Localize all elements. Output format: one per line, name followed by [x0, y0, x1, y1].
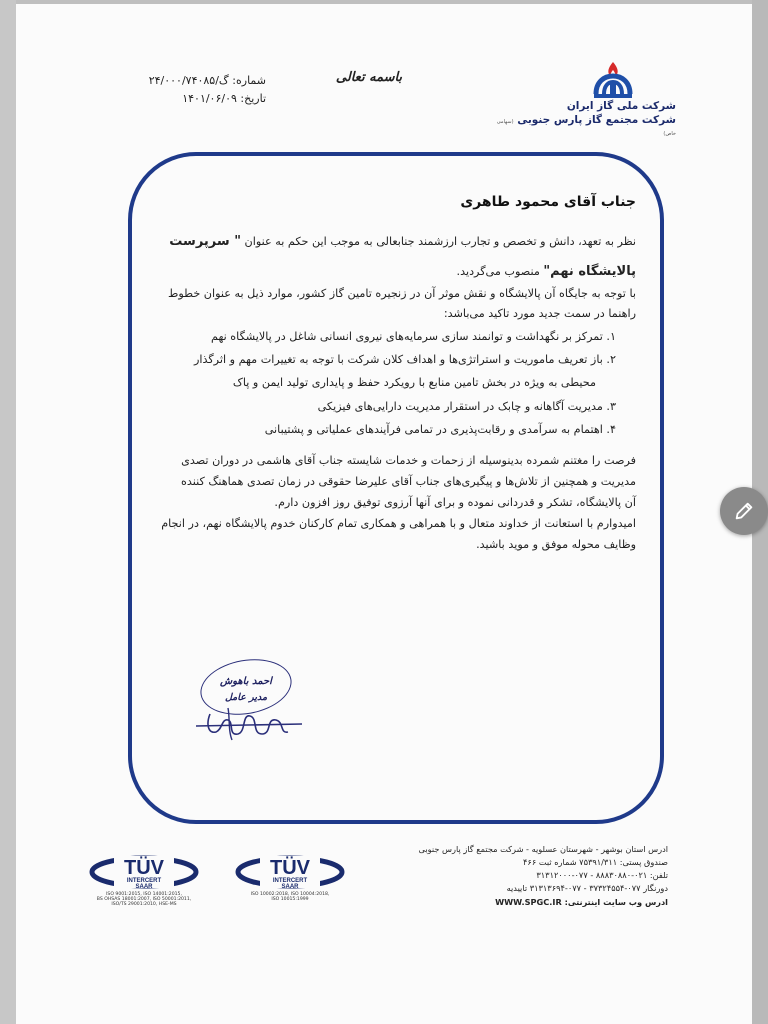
- closing-line: فرصت را مغتنم شمرده بدینوسیله از زحمات و خدمات شایسته جناب آقای هاشمی در دوران تصدی: [181, 454, 636, 467]
- letter-number: [126, 74, 266, 87]
- intro-line-1: [156, 232, 636, 252]
- guidelines-line-1: با توجه به جایگاه آن پالایشگاه و نقش موثر آن در زنجیره تامین گاز کشور، موارد ذیل به عنوان خطوط: [168, 287, 636, 300]
- letter-paper: [16, 4, 752, 1024]
- address-line: صندوق پستی: ۷۵۳۹۱/۳۱۱ شماره ثبت ۴۶۶: [523, 857, 668, 867]
- company-name: شرکت ملی گاز ایران: [566, 100, 676, 112]
- item-number: ۲.: [606, 353, 616, 366]
- company-subname-text: شرکت مجتمع گاز پارس جنوبی: [517, 114, 676, 126]
- signature-name: احمد باهوش: [220, 676, 272, 687]
- guidelines-line-2: راهنما در سمت جدید مورد تاکید می‌باشد:: [443, 307, 636, 320]
- date-value: ۱۴۰۱/۰۶/۰۹: [182, 92, 237, 105]
- guideline-item: [166, 350, 616, 370]
- bismillah-heading: باسمه تعالی: [335, 70, 403, 85]
- tuv-sub1: INTERCERT: [272, 878, 308, 884]
- intro-text: نظر به تعهد، دانش و تخصص و تجارب ارزشمند جنابعالی به موجب این حکم به عنوان: [244, 235, 636, 248]
- item-text: محیطی به ویژه در بخش تامین منابع با رویکرد حفظ و پایداری تولید ایمن و پاک: [232, 376, 596, 389]
- guideline-item: [236, 397, 616, 417]
- intro-appointed: منصوب می‌گردید.: [456, 265, 540, 278]
- item-number: ۳.: [606, 400, 616, 413]
- guideline-item: [216, 420, 616, 440]
- background-left: [0, 0, 16, 1024]
- item-text: اهتمام به سرآمدی و رقابت‌پذیری در تمامی فرآیندهای عملیاتی و پشتیبانی: [264, 423, 603, 436]
- cert-line: BS OHSAS 18001:2007, ISO 50001:2011,: [96, 897, 192, 902]
- letter-date: [126, 92, 266, 105]
- tuv-brand: TÜV: [124, 857, 164, 879]
- signature-scribble: [192, 704, 312, 744]
- closing-line: امیدوارم با استعانت از خداوند متعال و با همراهی و همکاری تمام کارکنان خدوم پالایشگاه نهم، در انجام: [161, 517, 636, 530]
- recipient-title: جناب آقای محمود طاهری: [460, 194, 636, 210]
- signature-title: مدیر عامل: [224, 692, 268, 703]
- nigc-flame-logo: [590, 60, 636, 102]
- item-number: ۴.: [606, 423, 616, 436]
- cert-line: ISO 9001:2015, ISO 14001:2015,: [106, 892, 182, 897]
- number-value: گ/۲۴/۰۰۰/۷۴۰۸۵: [148, 74, 229, 87]
- tuv-sub2: SAAR: [135, 884, 153, 890]
- cert-standards-right: [230, 892, 350, 902]
- intro-position-start: " سرپرست: [169, 234, 241, 249]
- item-text: تمرکز بر نگهداشت و توانمند سازی سرمایه‌های نیروی انسانی شاغل در پالایشگاه نهم: [211, 330, 603, 343]
- cert-line: ISO 10015:1999: [271, 897, 309, 902]
- item-text: مدیریت آگاهانه و چابک در استقرار مدیریت دارایی‌های فیزیکی: [317, 400, 603, 413]
- guideline-item: [196, 327, 616, 347]
- closing-line: آن پالایشگاه، تشکر و قدردانی نموده و برای آنها آرزوی توفیق روز افزون دارم.: [274, 496, 636, 509]
- company-subname: [486, 114, 676, 138]
- tuv-sub2: SAAR: [281, 884, 299, 890]
- guideline-item-continuation: [166, 373, 596, 393]
- address-line: دورنگار ۰۷۷-۳۷۳۲۴۵۵۴ - ۰۷۷-۳۱۳۱۳۶۹۴ تاییدیه: [506, 883, 668, 893]
- address-line: تلفن: ۰۲۱-۸۸۸۳۰۸۸۰ - ۰۷۷-۳۱۳۱۲۰۰۰: [536, 870, 668, 880]
- address-line: ادرس استان بوشهر - شهرستان عسلویه - شرکت مجتمع گاز پارس جنوبی: [418, 844, 668, 854]
- intro-position-end: پالایشگاه نهم": [543, 264, 636, 279]
- tuv-brand: TÜV: [270, 857, 310, 879]
- cert-line: ISO/TS 29001:2010, HSE-MS: [111, 902, 177, 907]
- pencil-icon: [733, 500, 755, 522]
- item-text: باز تعریف ماموریت و استراتژی‌ها و اهداف کلان شرکت با توجه به تغییرات مهم و اثرگذار: [193, 353, 603, 366]
- tuv-sub1: INTERCERT: [126, 878, 162, 884]
- date-label: تاریخ:: [240, 92, 266, 105]
- closing-line: وظایف محوله موفق و موید باشید.: [476, 538, 636, 551]
- edit-button[interactable]: [720, 487, 768, 535]
- website-line: ادرس وب سایت اینترنتی: WWW.SPGC.IR: [495, 897, 668, 907]
- company-type: (سهامی خاص): [496, 119, 676, 137]
- intro-line-2: [156, 262, 636, 282]
- cert-line: ISO 10002:2018, ISO 10004:2018,: [250, 892, 330, 897]
- cert-standards-left: [84, 892, 204, 907]
- item-number: ۱.: [606, 330, 616, 343]
- closing-line: مدیریت و همچنین از تلاش‌ها و پیگیری‌های جناب آقای علیرضا حقوقی در زمان تصدی هماهنگ کننده: [180, 475, 636, 488]
- number-label: شماره:: [232, 74, 266, 87]
